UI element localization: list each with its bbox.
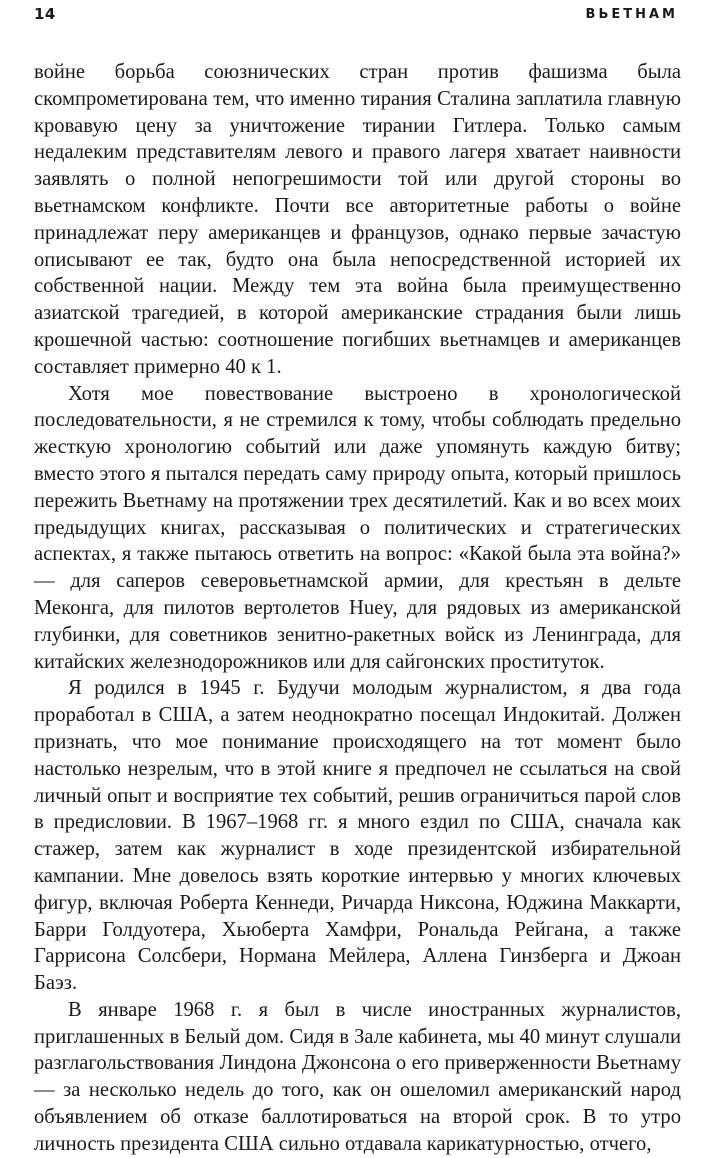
running-title: ВЬЕТНАМ (585, 6, 678, 22)
paragraph: Я родился в 1945 г. Будучи молодым журналистом, я два года проработал в США, а затем неоднократно посещал Индокитай. Должен признать, что мое понимание происходящего на тот момент было настолько незрелым, что в этой книге я предпочел не ссылаться на свой личный опыт и восприятие тех событий, решив ограничиться парой слов в предисловии. В 1967–1968 гг. я много ездил по США, сначала как стажер, затем как журналист в ходе президентской избирательной кампании. Мне довелось взять короткие интервью у многих ключевых фигур, включая Роберта Кеннеди, Ричарда Никсона, Юджина Маккарти, Барри Голдуотера, Хьюберта Хамфри, Рональда Рейгана, а также Гаррисона Солсбери, Нормана Мейлера, Аллена Гинзберга и Джоан Баэз. (34, 677, 681, 995)
body-text (34, 59, 681, 1158)
running-header (34, 4, 678, 24)
paragraph: Хотя мое повествование выстроено в хронологической последовательности, я не стремился к тому, чтобы соблюдать предельно жесткую хронологию событий или даже упомянуть каждую битву; вместо этого я пытался передать саму природу опыта, который пришлось пережить Вьетнаму на протяжении трех десятилетий. Как и во всех моих предыдущих книгах, рассказывая о политических и стратегических аспектах, я также пытаюсь ответить на вопрос: «Какой была эта война?» — для саперов северовьетнамской армии, для крестьян в дельте Меконга, для пилотов вертолетов Huey, для рядовых из американской глубинки, для советников зенитно-ракетных войск из Ленинграда, для китайских железнодорожников или для сайгонских проституток. (34, 382, 681, 673)
page-number: 14 (34, 5, 56, 23)
paragraph: войне борьба союзнических стран против фашизма была скомпрометирована тем, что именно тирания Сталина заплатила главную кровавую цену за уничтожение тирании Гитлера. Только самым недалеким представителям левого и правого лагеря хватает наивности заявлять о полной непогрешимости той или другой стороны во вьетнамском конфликте. Почти все авторитетные работы о войне принадлежат перу американцев и французов, однако первые зачастую описывают ее так, будто она была непосредственной историей их собственной нации. Между тем эта война была преимущественно азиатской трагедией, в которой американские страдания были лишь крошечной частью: соотношение погибших вьетнамцев и американцев составляет примерно 40 к 1. (34, 61, 681, 378)
paragraph: В январе 1968 г. я был в числе иностранных журналистов, приглашенных в Белый дом. Сидя в Зале кабинета, мы 40 минут слушали разглагольствования Линдона Джонсона о его приверженности Вьетнаму — за несколько недель до того, как он ошеломил американский народ объявлением об отказе баллотироваться на второй срок. В то утро личность президента США сильно отдавала карикатурностью, отчего, (34, 998, 681, 1155)
